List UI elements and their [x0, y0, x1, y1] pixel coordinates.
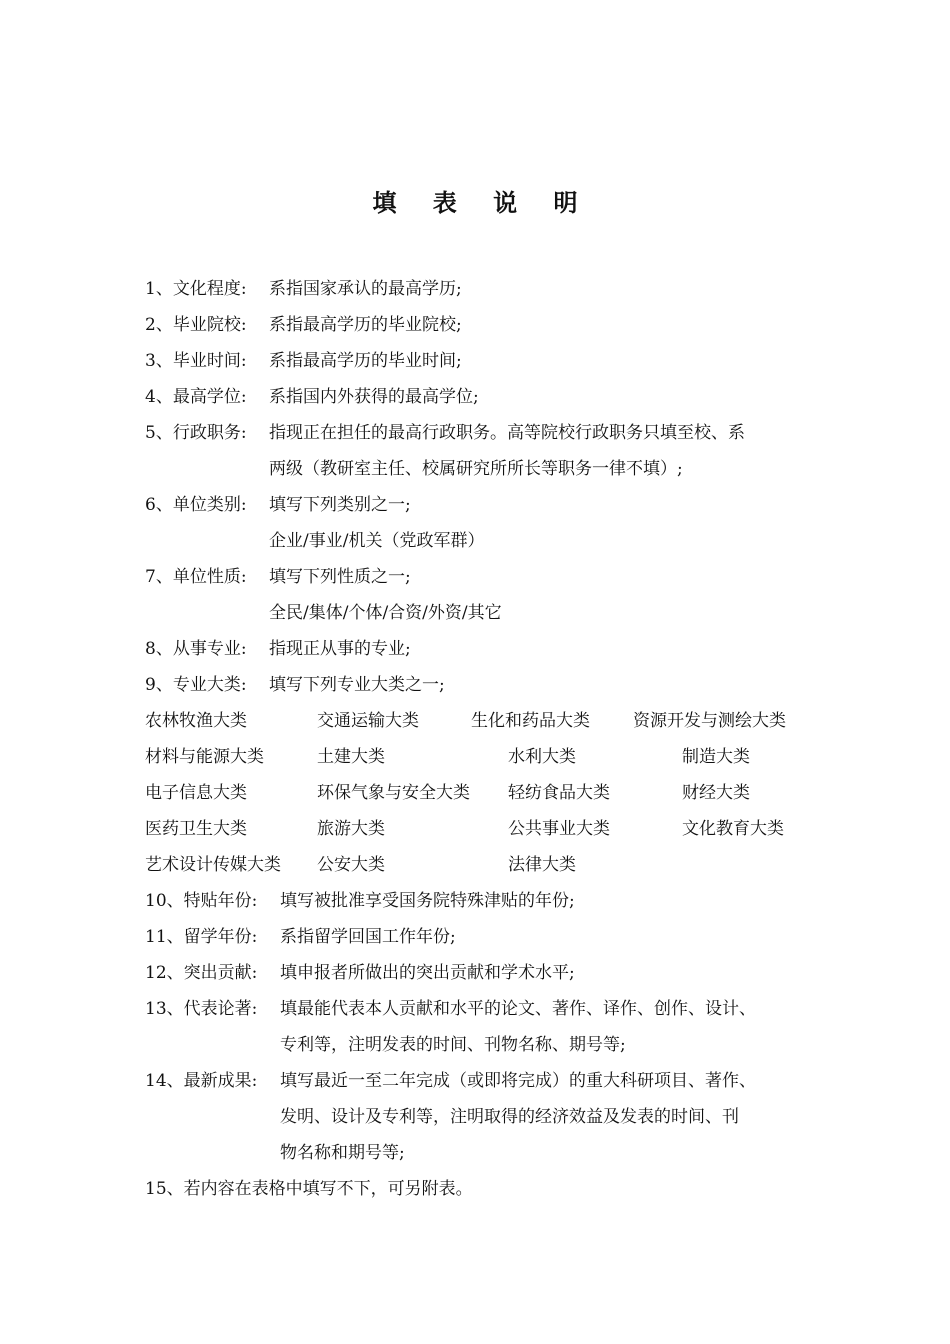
item-description: 填写下列专业大类之一; — [269, 675, 445, 695]
instruction-item — [145, 385, 479, 409]
item-number: 8、 — [145, 639, 173, 659]
instruction-item — [145, 565, 411, 589]
item-term: 从事专业: — [172, 639, 247, 659]
category-item: 交通运输大类 — [317, 711, 419, 731]
item-description: 填申报者所做出的突出贡献和学术水平; — [280, 963, 575, 983]
item-description: 指现正在担任的最高行政职务。高等院校行政职务只填至校、系 — [269, 423, 745, 443]
item-description: 专利等，注明发表的时间、刊物名称、期号等; — [280, 1035, 626, 1055]
item-number: 5、 — [145, 423, 173, 443]
instruction-item — [145, 421, 745, 445]
instruction-item — [145, 889, 575, 913]
item-term: 突出贡献: — [183, 963, 258, 983]
instruction-item — [145, 1069, 756, 1093]
item-number: 14、 — [145, 1071, 184, 1091]
item-term: 毕业时间: — [172, 351, 247, 371]
category-item: 轻纺食品大类 — [508, 783, 610, 803]
item-number: 12、 — [145, 963, 184, 983]
item-term: 最高学位: — [172, 387, 247, 407]
item-number: 1、 — [145, 279, 173, 299]
instruction-item — [145, 313, 462, 337]
instruction-item — [145, 997, 756, 1021]
category-item: 医药卫生大类 — [145, 819, 247, 839]
category-item: 公安大类 — [317, 855, 385, 875]
item-number: 7、 — [145, 567, 173, 587]
category-item: 生化和药品大类 — [471, 711, 590, 731]
item-number: 11、 — [145, 927, 184, 947]
category-item: 法律大类 — [508, 855, 576, 875]
item-term: 行政职务: — [172, 423, 247, 443]
item-term: 留学年份: — [183, 927, 258, 947]
item-term: 单位性质: — [172, 567, 247, 587]
instruction-continuation — [280, 1105, 739, 1129]
item-description: 填写最近一至二年完成（或即将完成）的重大科研项目、著作、 — [280, 1071, 756, 1091]
item-number: 4、 — [145, 387, 173, 407]
page-title: 填 表 说 明 — [372, 188, 592, 217]
item-number: 10、 — [145, 891, 184, 911]
instruction-item — [145, 637, 411, 661]
item-description: 企业/事业/机关（党政军群） — [269, 531, 485, 551]
item-term: 文化程度: — [172, 279, 247, 299]
item-description: 系指最高学历的毕业院校; — [269, 315, 462, 335]
item-description: 填写下列性质之一; — [269, 567, 411, 587]
item-term: 代表论著: — [183, 999, 258, 1019]
category-item: 财经大类 — [682, 783, 750, 803]
category-item: 材料与能源大类 — [145, 747, 264, 767]
item-description: 系指最高学历的毕业时间; — [269, 351, 462, 371]
item-description: 指现正从事的专业; — [269, 639, 411, 659]
item-number: 15、 — [145, 1179, 184, 1199]
category-item: 农林牧渔大类 — [145, 711, 247, 731]
footer-text: 若内容在表格中填写不下，可另附表。 — [183, 1179, 473, 1199]
item-description: 填写下列类别之一; — [269, 495, 411, 515]
item-number: 13、 — [145, 999, 184, 1019]
item-number: 9、 — [145, 675, 173, 695]
category-item: 资源开发与测绘大类 — [633, 711, 786, 731]
item-term: 特贴年份: — [183, 891, 258, 911]
category-item: 环保气象与安全大类 — [317, 783, 470, 803]
instruction-item — [145, 277, 462, 301]
instruction-continuation — [269, 457, 683, 481]
instruction-continuation — [280, 1141, 405, 1165]
item-description: 两级（教研室主任、校属研究所所长等职务一律不填）; — [269, 459, 683, 479]
item-description: 填最能代表本人贡献和水平的论文、著作、译作、创作、设计、 — [280, 999, 756, 1019]
item-term: 毕业院校: — [172, 315, 247, 335]
instruction-item — [145, 349, 462, 373]
category-item: 水利大类 — [508, 747, 576, 767]
item-description: 系指国家承认的最高学历; — [269, 279, 462, 299]
item-description: 发明、设计及专利等，注明取得的经济效益及发表的时间、刊 — [280, 1107, 739, 1127]
item-description: 物名称和期号等; — [280, 1143, 405, 1163]
item-number: 2、 — [145, 315, 173, 335]
item-description: 填写被批准享受国务院特殊津贴的年份; — [280, 891, 575, 911]
category-item: 公共事业大类 — [508, 819, 610, 839]
item-description: 全民/集体/个体/合资/外资/其它 — [269, 603, 502, 623]
footer-note — [145, 1177, 473, 1201]
item-description: 系指留学回国工作年份; — [280, 927, 456, 947]
category-item: 土建大类 — [317, 747, 385, 767]
item-term: 专业大类: — [172, 675, 247, 695]
item-number: 3、 — [145, 351, 173, 371]
instruction-continuation — [280, 1033, 626, 1057]
item-term: 最新成果: — [183, 1071, 258, 1091]
item-term: 单位类别: — [172, 495, 247, 515]
item-number: 6、 — [145, 495, 173, 515]
instruction-continuation — [269, 529, 484, 553]
category-item: 电子信息大类 — [145, 783, 247, 803]
instruction-item — [145, 673, 445, 697]
category-item: 旅游大类 — [317, 819, 385, 839]
instruction-item — [145, 925, 456, 949]
category-item: 制造大类 — [682, 747, 750, 767]
instruction-item — [145, 493, 411, 517]
instruction-item — [145, 961, 575, 985]
item-description: 系指国内外获得的最高学位; — [269, 387, 479, 407]
category-item: 文化教育大类 — [682, 819, 784, 839]
instruction-continuation — [269, 601, 502, 625]
category-item: 艺术设计传媒大类 — [145, 855, 281, 875]
